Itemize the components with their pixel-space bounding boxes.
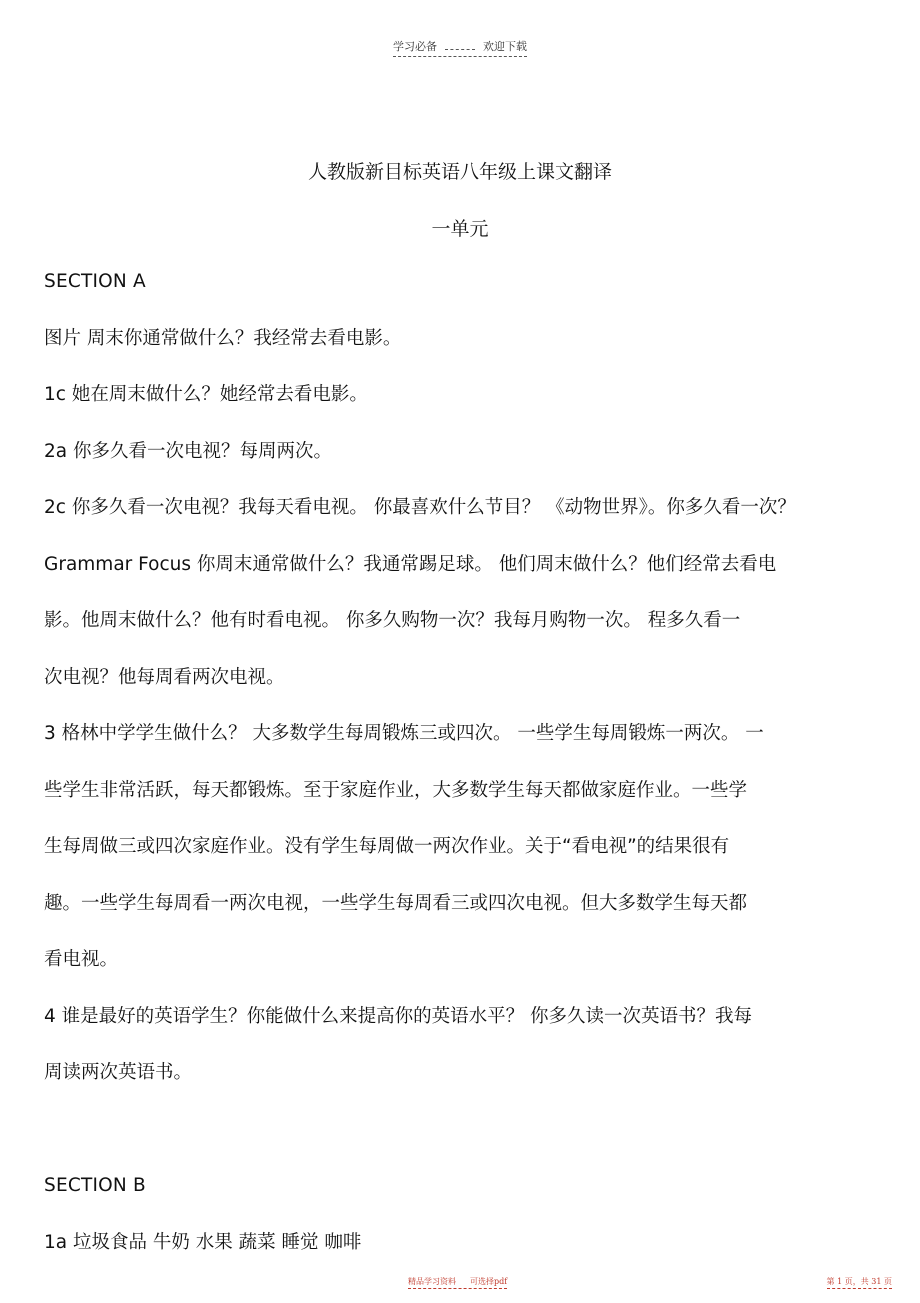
paragraph-line: 趣。一些学生每周看一两次电视，一些学生每周看三或四次电视。但大多数学生每天都 [44, 892, 748, 914]
paragraph-line: 看电视。 [44, 949, 119, 970]
header-right-text: 欢迎下载 [483, 40, 527, 53]
paragraph-line: 4 谁是最好的英语学生？你能做什么来提高你的英语水平？ 你多久读一次英语书？我每 [44, 1005, 753, 1027]
paragraph-line: Grammar Focus 你周末通常做什么？我通常踢足球。 他们周末做什么？他们经常去看电 [44, 553, 777, 575]
document-body [44, 263, 884, 1280]
paragraph-line: 周读两次英语书。 [44, 1062, 193, 1083]
page-header [0, 38, 920, 57]
paragraph-line: 些学生非常活跃，每天都锻炼。至于家庭作业，大多数学生每天都做家庭作业。一些学 [44, 779, 748, 801]
document-subtitle: 一单元 [431, 218, 489, 240]
footer-left-text: 精品学习资料 [408, 1277, 456, 1286]
page-number: 第 1 页，共 31 页 [827, 1276, 892, 1289]
paragraph-line: 3 格林中学学生做什么？ 大多数学生每周锻炼三或四次。 一些学生每周锻炼一两次。 一 [44, 723, 764, 744]
page-footer [0, 1276, 920, 1292]
footer-middle-text: 可选择pdf [470, 1277, 508, 1286]
footer-note [408, 1276, 507, 1289]
document-title: 人教版新目标英语八年级上课文翻译 [307, 161, 612, 183]
paragraph-line: 1c 她在周末做什么？她经常去看电影。 [44, 384, 368, 405]
paragraph-line: 1a 垃圾食品 牛奶 水果 蔬菜 睡觉 咖啡 [44, 1231, 362, 1253]
paragraph-line: 生每周做三或四次家庭作业。没有学生每周做一两次作业。关于“看电视”的结果很有 [44, 836, 730, 857]
blank-line [44, 1111, 884, 1168]
paragraph-line: 影。他周末做什么？他有时看电视。 你多久购物一次？我每月购物一次。 程多久看一 [44, 610, 741, 631]
paragraph-line: 图片 周末你通常做什么？我经常去看电影。 [44, 327, 402, 349]
header-left-text: 学习必备 [393, 40, 437, 53]
paragraph-line: 2c 你多久看一次电视？我每天看电视。 你最喜欢什么节目？ 《动物世界》。你多久看一次？ [44, 497, 796, 518]
section-b-heading: SECTION B [44, 1175, 146, 1196]
paragraph-line: 2a 你多久看一次电视？每周两次。 [44, 440, 332, 462]
section-a-heading: SECTION A [44, 271, 146, 292]
paragraph-line: 次电视？他每周看两次电视。 [44, 666, 285, 688]
